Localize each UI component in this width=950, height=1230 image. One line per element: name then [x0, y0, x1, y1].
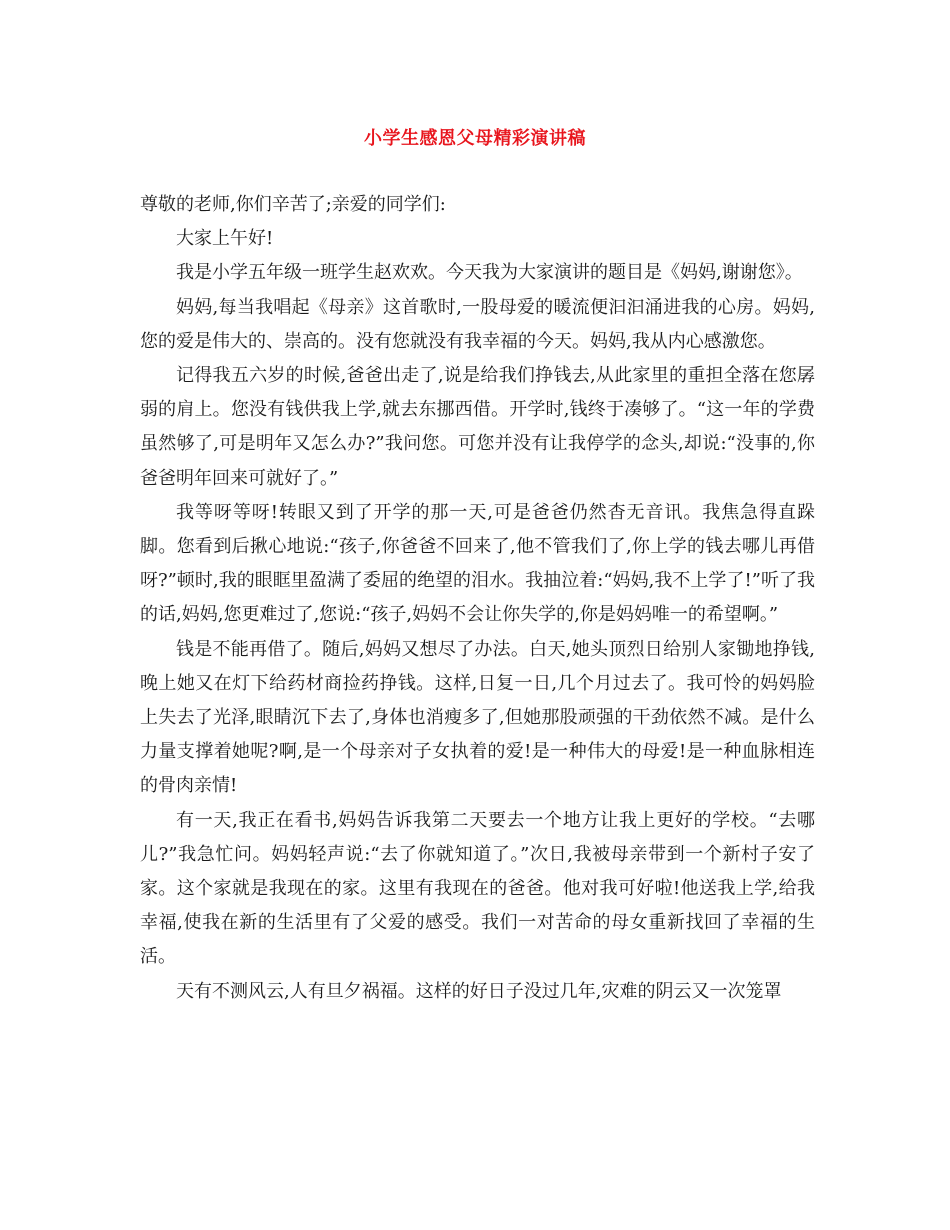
document-body [140, 188, 815, 1009]
body-paragraph: 天有不测风云,人有旦夕祸福。这样的好日子没过几年,灾难的阴云又一次笼罩 [176, 980, 782, 1002]
body-paragraph: 记得我五六岁的时候,爸爸出走了,说是给我们挣钱去,从此家里的重担全落在您孱弱的肩上。您没有钱供我上学,就去东挪西借。开学时,钱终于凑够了。“这一年的学费虽然够了,可是明年又怎么办?”我问您。可您并没有让我停学的念头,却说:“没事的,你爸爸明年回来可就好了。” [140, 365, 815, 489]
body-paragraph: 我是小学五年级一班学生赵欢欢。今天我为大家演讲的题目是《妈妈,谢谢您》。 [176, 262, 803, 284]
body-paragraph: 钱是不能再借了。随后,妈妈又想尽了办法。白天,她头顶烈日给别人家锄地挣钱,晚上她又在灯下给药材商捡药挣钱。这样,日复一日,几个月过去了。我可怜的妈妈脸上失去了光泽,眼睛沉下去了,身体也消瘦多了,但她那股顽强的干劲依然不减。是什么力量支撑着她呢?啊,是一个母亲对子女执着的爱!是一种伟大的母爱!是一种血脉相连的骨肉亲情! [140, 638, 815, 797]
body-paragraph: 妈妈,每当我唱起《母亲》这首歌时,一股母爱的暖流便汩汩涌进我的心房。妈妈,您的爱是伟大的、崇高的。没有您就没有我幸福的今天。妈妈,我从内心感激您。 [140, 296, 815, 352]
document-title: 小学生感恩父母精彩演讲稿 [364, 128, 586, 149]
salutation-paragraph: 尊敬的老师,你们辛苦了;亲爱的同学们: [140, 194, 446, 215]
body-paragraph: 我等呀等呀!转眼又到了开学的那一天,可是爸爸仍然杳无音讯。我焦急得直跺脚。您看到后揪心地说:“孩子,你爸爸不回来了,他不管我们了,你上学的钱去哪儿再借呀?”顿时,我的眼眶里盈满了委屈的绝望的泪水。我抽泣着:“妈妈,我不上学了!”听了我的话,妈妈,您更难过了,您说:“孩子,妈妈不会让你失学的,你是妈妈唯一的希望啊。” [140, 501, 815, 626]
body-paragraph: 有一天,我正在看书,妈妈告诉我第二天要去一个地方让我上更好的学校。“去哪儿?”我急忙问。妈妈轻声说:“去了你就知道了。”次日,我被母亲带到一个新村子安了家。这个家就是我现在的家。这里有我现在的爸爸。他对我可好啦!他送我上学,给我幸福,使我在新的生活里有了父爱的感受。我们一对苦命的母女重新找回了幸福的生活。 [140, 809, 815, 968]
greeting-paragraph: 大家上午好! [176, 228, 274, 250]
